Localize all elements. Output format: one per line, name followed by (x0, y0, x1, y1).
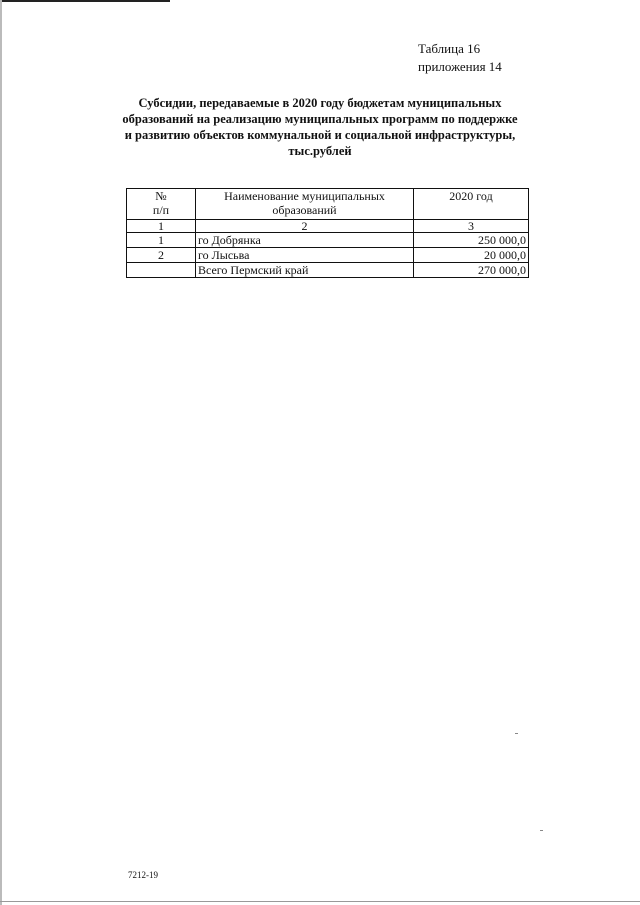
row-number: 1 (127, 233, 196, 248)
subsidy-amount: 20 000,0 (414, 248, 529, 263)
municipality-name: го Лысьва (196, 248, 414, 263)
scan-speck (540, 830, 543, 831)
column-header-year (414, 189, 529, 220)
column-index-row (127, 220, 529, 233)
column-header-line: 2020 год (449, 189, 493, 203)
document-code: 7212-19 (128, 870, 158, 880)
column-index: 3 (414, 220, 529, 233)
row-number (127, 263, 196, 278)
title-line: образований на реализацию муниципальных программ по поддержке (122, 112, 518, 126)
subsidy-amount: 250 000,0 (414, 233, 529, 248)
total-label: Всего Пермский край (196, 263, 414, 278)
table-header-row (127, 189, 529, 220)
municipality-name: го Добрянка (196, 233, 414, 248)
scan-speck (515, 733, 518, 734)
table-row (127, 248, 529, 263)
total-amount: 270 000,0 (414, 263, 529, 278)
page-edge-bottom (0, 901, 640, 902)
column-header-line: Наименование муниципальных (224, 189, 385, 203)
title-line: тыс.рублей (288, 144, 352, 158)
title-line: и развитию объектов коммунальной и социальной инфраструктуры, (124, 128, 516, 142)
table-reference (418, 40, 502, 76)
column-header-number (127, 189, 196, 220)
column-header-line: № (155, 189, 167, 203)
column-header-line: п/п (152, 203, 170, 217)
table-total-row (127, 263, 529, 278)
table-label: Таблица 16 (418, 41, 481, 56)
column-index: 2 (196, 220, 414, 233)
page-edge-top (0, 0, 170, 2)
column-header-name (196, 189, 414, 220)
column-header-line: образований (272, 203, 337, 217)
row-number: 2 (127, 248, 196, 263)
page-edge-left (0, 0, 2, 905)
appendix-label: приложения 14 (418, 59, 502, 74)
title-line: Субсидии, передаваемые в 2020 году бюджетам муниципальных (138, 96, 502, 110)
table-row (127, 233, 529, 248)
column-index: 1 (127, 220, 196, 233)
document-title (120, 95, 520, 159)
subsidies-table (126, 188, 529, 278)
